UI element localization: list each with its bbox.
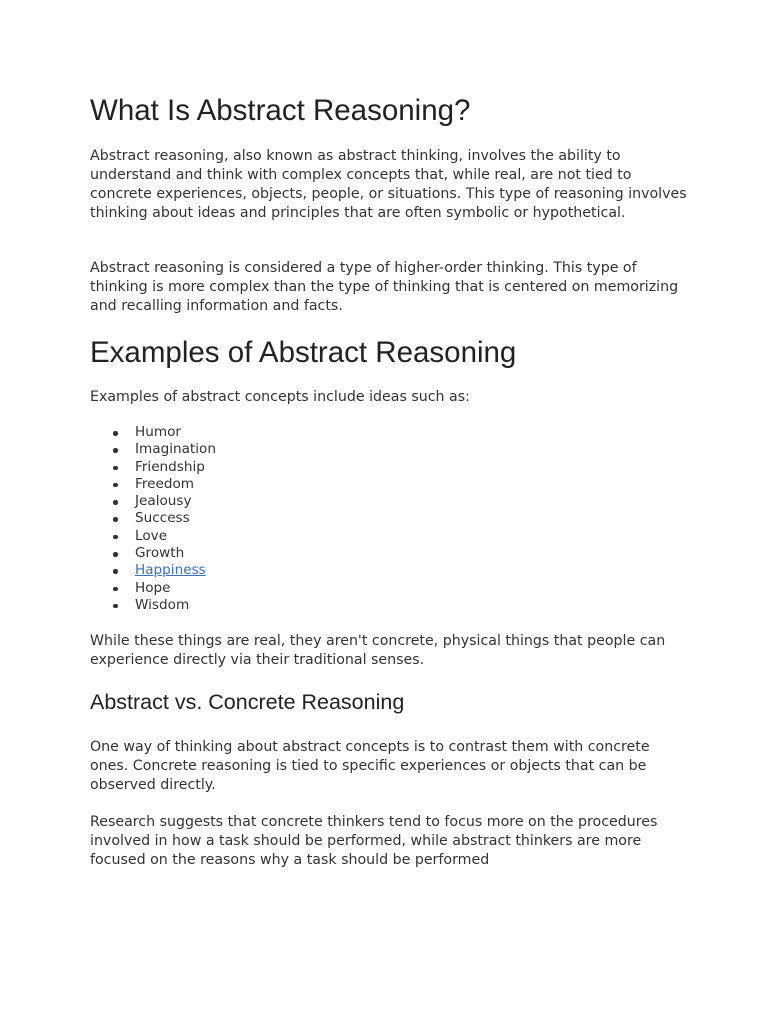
bullet-icon	[113, 466, 118, 471]
list-item	[90, 545, 216, 562]
list-item-label: Success	[135, 510, 190, 527]
list-item-label: Freedom	[135, 475, 195, 492]
bullet-icon	[113, 569, 118, 574]
examples-outro: While these things are real, they aren't concrete, physical things that people can experience directly via their traditional senses.	[90, 633, 666, 668]
bullet-icon	[113, 500, 118, 505]
list-item	[90, 562, 216, 579]
bullet-icon	[113, 587, 118, 592]
list-item	[90, 528, 216, 545]
examples-heading: Examples of Abstract Reasoning	[90, 336, 517, 369]
bullet-icon	[113, 431, 118, 436]
bullet-icon	[113, 448, 118, 453]
bullet-icon	[113, 535, 118, 540]
list-item	[90, 510, 216, 527]
list-item	[90, 493, 216, 510]
list-item	[90, 441, 216, 458]
list-item-label: Hope	[135, 579, 171, 596]
concrete-paragraph: One way of thinking about abstract concepts is to contrast them with concrete ones. Concrete reasoning is tied to specific experiences or objects that can be observed directly.	[90, 739, 650, 793]
list-item-label: Imagination	[135, 441, 216, 458]
happiness-link[interactable]: Happiness	[135, 562, 206, 579]
list-item	[90, 476, 216, 493]
bullet-icon	[113, 604, 118, 609]
bullet-icon	[113, 483, 118, 488]
examples-list	[90, 424, 216, 614]
concrete-paragraph: Research suggests that concrete thinkers tend to focus more on the procedures involved in how a task should be performed, while abstract thinkers are more focused on the reasons why a task should be performed	[90, 814, 658, 868]
bullet-icon	[113, 517, 118, 522]
abstract-vs-concrete-heading: Abstract vs. Concrete Reasoning	[90, 690, 405, 714]
list-item-label: Friendship	[135, 458, 205, 475]
intro-paragraph: Abstract reasoning is considered a type of higher-order thinking. This type of thinking is more complex than the type of thinking that is centered on memorizing and recalling information and facts.	[90, 260, 679, 314]
list-item-label: Love	[135, 527, 168, 544]
list-item	[90, 459, 216, 476]
list-item	[90, 424, 216, 441]
list-item-label: Humor	[135, 424, 181, 440]
page-title: What Is Abstract Reasoning?	[90, 94, 471, 127]
list-item-label: Growth	[135, 545, 185, 562]
list-item	[90, 597, 216, 614]
list-item-label: Wisdom	[135, 596, 190, 613]
bullet-icon	[113, 552, 118, 557]
list-item	[90, 580, 216, 597]
intro-paragraph: Abstract reasoning, also known as abstract thinking, involves the ability to understand and think with complex concepts that, while real, are not tied to concrete experiences, objects, people, or situations. This type of reasoning involves thinking about ideas and principles that are often symbolic or hypothetical.	[90, 148, 687, 221]
examples-intro: Examples of abstract concepts include ideas such as:	[90, 389, 470, 405]
list-item-label: Jealousy	[135, 493, 192, 510]
